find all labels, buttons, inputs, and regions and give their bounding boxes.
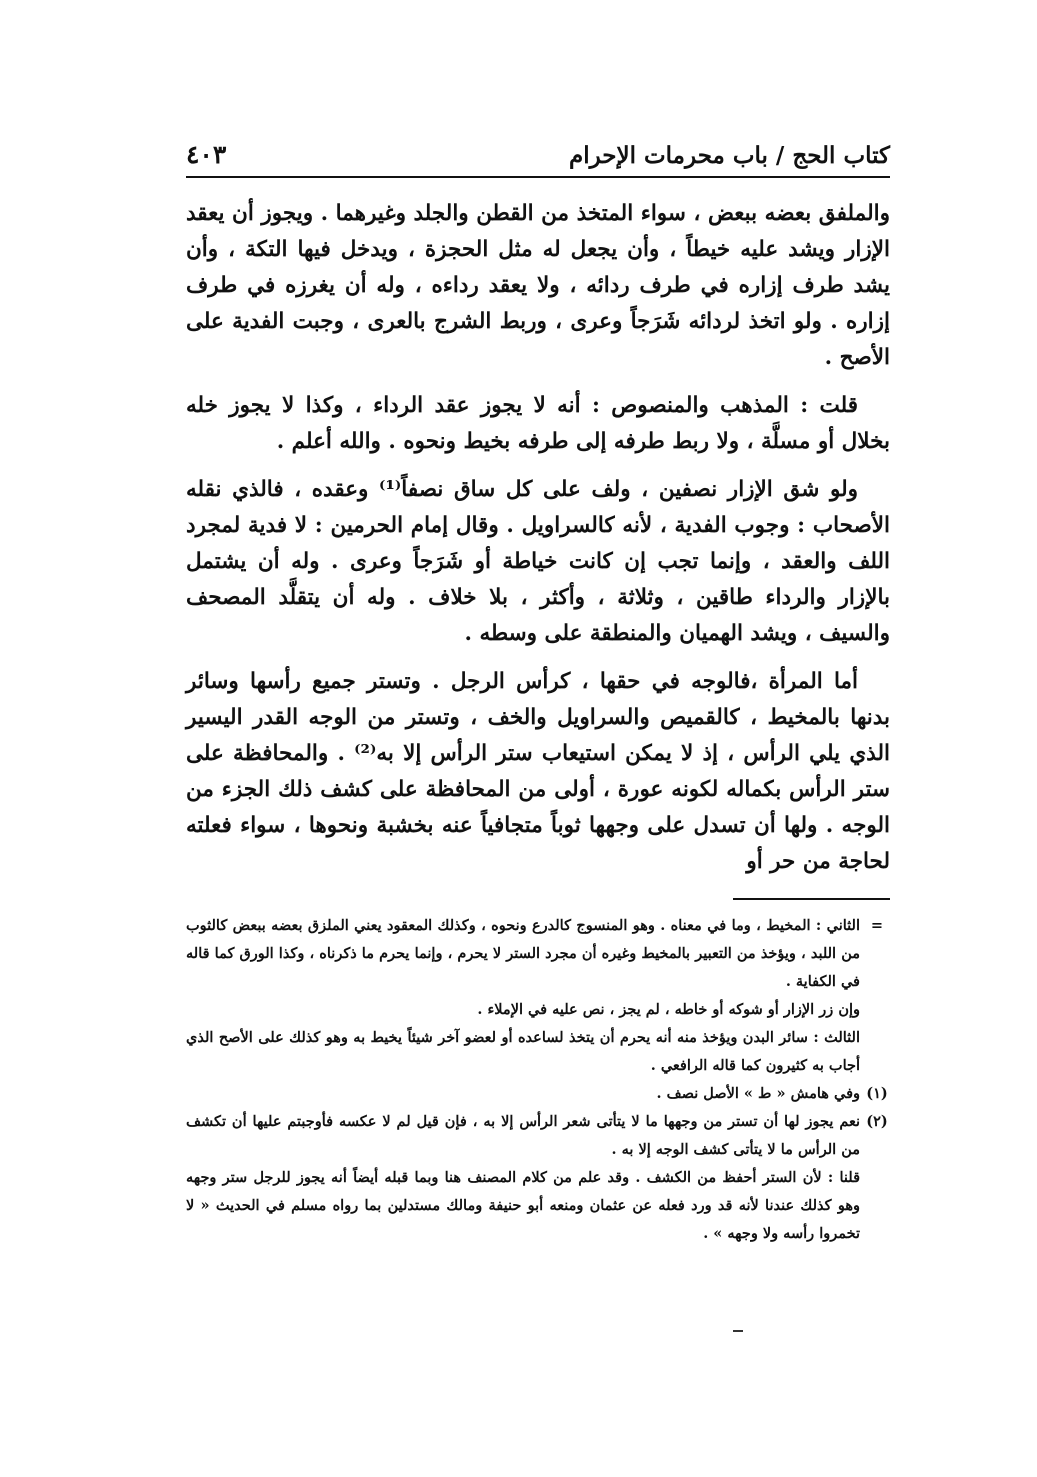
paragraph bbox=[186, 664, 890, 880]
footnote-text: نعم يجوز لها أن تستر من وجهها ما لا يتأتى شعر الرأس إلا به ، فإن قيل لم لا عكسه فأوجبتم عليها أن تكشف من الرأس ما لا يتأتى كشف الوجه إلا به . bbox=[186, 1113, 860, 1158]
page-header bbox=[186, 140, 890, 178]
footnote-marker: = bbox=[870, 917, 884, 934]
scan-mark bbox=[733, 1330, 743, 1332]
footnote-2-continuation bbox=[186, 1164, 890, 1248]
paragraph bbox=[186, 388, 890, 460]
footnote-text: قلنا : لأن الستر أحفظ من الكشف . وقد علم من كلام المصنف هنا وبما قبله أيضاً أنه يجوز للرجل ستر وجهه وهو كذلك عندنا لأنه قد ورد فعله عن عثمان ومنعه أبو حنيفة ومالك مستدلين بما رواه مسلم في الحديث « لا تخمروا رأسه ولا وجهه » . bbox=[186, 1169, 860, 1242]
footnote-marker: (١) bbox=[866, 1085, 888, 1102]
paragraph bbox=[186, 196, 890, 376]
paragraph-text: أما المرأة ،فالوجه في حقها ، كرأس الرجل . وتستر جميع رأسها وسائر بدنها بالمخيط ، كالقميص والسراويل والخف ، وتستر من الوجه القدر اليسير الذي يلي الرأس ، إذ لا يمكن استيعاب ستر الرأس إلا به⁽²⁾ . والمحافظة على ستر الرأس بكماله لكونه عورة ، أولى من المحافظة على كشف ذلك الجزء من الوجه . ولها أن تسدل على وجهها ثوباً متجافياً عنه بخشبة ونحوها ، سواء فعلته لحاجة من حر أو bbox=[186, 669, 890, 874]
footnote-text: وإن زر الإزار أو شوكه أو خاطه ، لم يجز ، نص عليه في الإملاء . bbox=[477, 1001, 860, 1018]
footnote-separator bbox=[733, 898, 890, 900]
paragraph bbox=[186, 472, 890, 652]
footnote-text: الثاني : المخيط ، وما في معناه . وهو المنسوج كالدرع ونحوه ، وكذلك المعقود يعني الملزق بعضه ببعض كالثوب من اللبد ، ويؤخذ من التعبير بالمخيط وغيره أن مجرد الستر لا يحرم ، وإنما يحرم ما ذكرناه ، وكذا الورق كما قاله في الكفاية . bbox=[186, 917, 860, 990]
footnote-1 bbox=[186, 1080, 890, 1108]
paragraph-text: قلت : المذهب والمنصوص : أنه لا يجوز عقد الرداء ، وكذا لا يجوز خله بخلال أو مسلَّة ، ولا ربط طرفه إلى طرفه بخيط ونحوه . والله أعلم . bbox=[186, 393, 890, 454]
footnote-marker: (٢) bbox=[866, 1113, 888, 1130]
running-title: كتاب الحج / باب محرمات الإحرام bbox=[568, 142, 890, 169]
footnote-text: الثالث : سائر البدن ويؤخذ منه أنه يحرم أن يتخذ لساعده أو لعضو آخر شيئاً يخيط به وهو كذلك على الأصح الذي أجاب به كثيرون كما قاله الرافعي . bbox=[186, 1029, 860, 1074]
footnote-text: وفي هامش « ط » الأصل نصف . bbox=[656, 1085, 860, 1102]
page-number: ٤٠٣ bbox=[186, 140, 227, 169]
footnote-continuation bbox=[186, 1024, 890, 1080]
footnotes bbox=[186, 912, 890, 1248]
footnote-continuation bbox=[186, 912, 890, 996]
paragraph-text: ولو شق الإزار نصفين ، ولف على كل ساق نصفاً⁽¹⁾ وعقده ، فالذي نقله الأصحاب : وجوب الفدية ، لأنه كالسراويل . وقال إمام الحرمين : لا فدية لمجرد اللف والعقد ، وإنما تجب إن كانت خياطة أو شَرَجاً وعرى . وله أن يشتمل بالإزار والرداء طاقين ، وثلاثة ، وأكثر ، بلا خلاف . وله أن يتقلَّد المصحف والسيف ، ويشد الهميان والمنطقة على وسطه . bbox=[186, 477, 890, 646]
footnote-continuation bbox=[186, 996, 890, 1024]
main-body bbox=[186, 196, 890, 892]
paragraph-text: والملفق بعضه ببعض ، سواء المتخذ من القطن والجلد وغيرهما . ويجوز أن يعقد الإزار ويشد عليه خيطاً ، وأن يجعل له مثل الحجزة ، ويدخل فيها التكة ، وأن يشد طرف إزاره في طرف ردائه ، ولا يعقد رداءه ، وله أن يغرزه في طرف إزاره . ولو اتخذ لردائه شَرَجاً وعرى ، وربط الشرج بالعرى ، وجبت الفدية على الأصح . bbox=[186, 201, 890, 370]
footnote-2 bbox=[186, 1108, 890, 1164]
